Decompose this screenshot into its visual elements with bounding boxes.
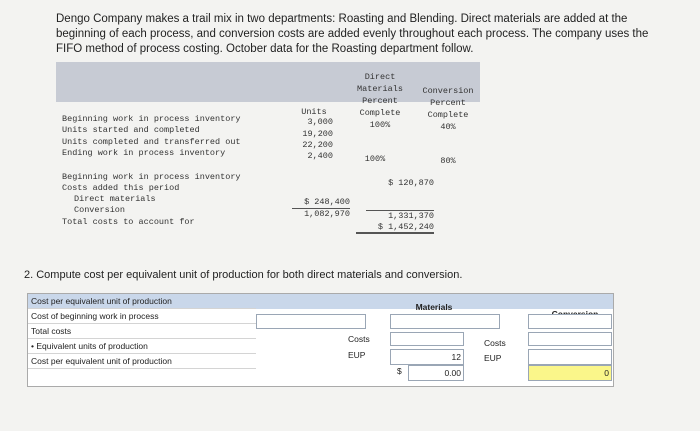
cost-label-added: Costs added this period (62, 183, 180, 193)
units-header: Units (301, 107, 327, 117)
answer-row-total-costs: Total costs (28, 324, 256, 339)
dm-ewip: 100% (364, 154, 386, 164)
eup-label-materials: EUP (348, 350, 366, 360)
row-label-started: Units started and completed (62, 125, 200, 135)
answer-row-eup-label: Equivalent units of production (36, 341, 148, 351)
cost-amount-dm: $ 248,400 (304, 197, 350, 207)
eup-materials-input[interactable]: 12 (390, 349, 464, 365)
answer-row-bwip: Cost of beginning work in process (28, 309, 256, 324)
row-label-transferred: Units completed and transferred out (62, 137, 241, 147)
answer-row-cost-per-unit: Cost per equivalent unit of production (28, 354, 256, 369)
cost-label-bwip: Beginning work in process inventory (62, 172, 241, 182)
bwip-materials-input[interactable] (256, 314, 366, 329)
conv-bwip: 40% (440, 122, 456, 132)
cost-total-all: $ 1,452,240 (356, 222, 434, 234)
conv-header-3: Complete (427, 110, 469, 120)
answer-row-title: Cost per equivalent unit of production (28, 294, 256, 309)
row-label-ewip: Ending work in process inventory (62, 148, 226, 158)
dm-header-3: Percent (362, 96, 398, 106)
dm-header-2: Materials (357, 84, 403, 94)
data-table-header-band (56, 62, 480, 102)
dollar-sign: $ (397, 366, 402, 376)
dm-bwip: 100% (369, 120, 391, 130)
costs-label-materials: Costs (348, 334, 370, 344)
materials-header: Materials (415, 302, 453, 312)
units-transferred: 22,200 (302, 140, 333, 150)
units-ewip: 2,400 (307, 151, 333, 161)
units-started: 19,200 (302, 129, 333, 139)
total-costs-materials-input[interactable] (390, 332, 464, 346)
conv-header-2: Percent (430, 98, 466, 108)
units-bwip: 3,000 (307, 117, 333, 127)
eup-label-conversion: EUP (484, 353, 502, 363)
bwip-materials-input-2[interactable] (390, 314, 500, 329)
roasting-data-table (56, 62, 480, 244)
total-costs-conversion-input[interactable] (528, 332, 612, 346)
conv-ewip: 80% (440, 156, 456, 166)
dm-header-1: Direct (364, 72, 396, 82)
row-label-bwip: Beginning work in process inventory (62, 114, 241, 124)
cost-amount-conv: 1,082,970 (292, 208, 350, 219)
answer-table (27, 293, 614, 387)
cost-total-bwip: $ 120,870 (388, 178, 434, 188)
cost-label-conv: Conversion (74, 205, 126, 215)
cost-label-dm: Direct materials (74, 194, 156, 204)
bwip-conversion-input[interactable] (528, 314, 612, 329)
materials-cost-per-unit-output: 0.00 (408, 365, 464, 381)
cost-total-added: 1,331,370 (366, 210, 434, 221)
eup-conversion-input[interactable] (528, 349, 612, 365)
answer-row-eup: • Equivalent units of production (28, 339, 256, 354)
cost-label-total: Total costs to account for (62, 217, 195, 227)
problem-intro: Dengo Company makes a trail mix in two departments: Roasting and Blending. Direct materials are added at the beginning of each process, and conversion costs are added evenly throughout each process. The company uses the FIFO method of process costing. October data for the Roasting department follow. (56, 13, 649, 55)
question-2: 2. Compute cost per equivalent unit of production for both direct materials and conversion. (24, 269, 463, 281)
conversion-cost-per-unit-output: 0 (528, 365, 612, 381)
conv-header-1: Conversion (422, 86, 474, 96)
costs-label-conversion: Costs (484, 338, 506, 348)
dm-header-4: Complete (359, 108, 401, 118)
